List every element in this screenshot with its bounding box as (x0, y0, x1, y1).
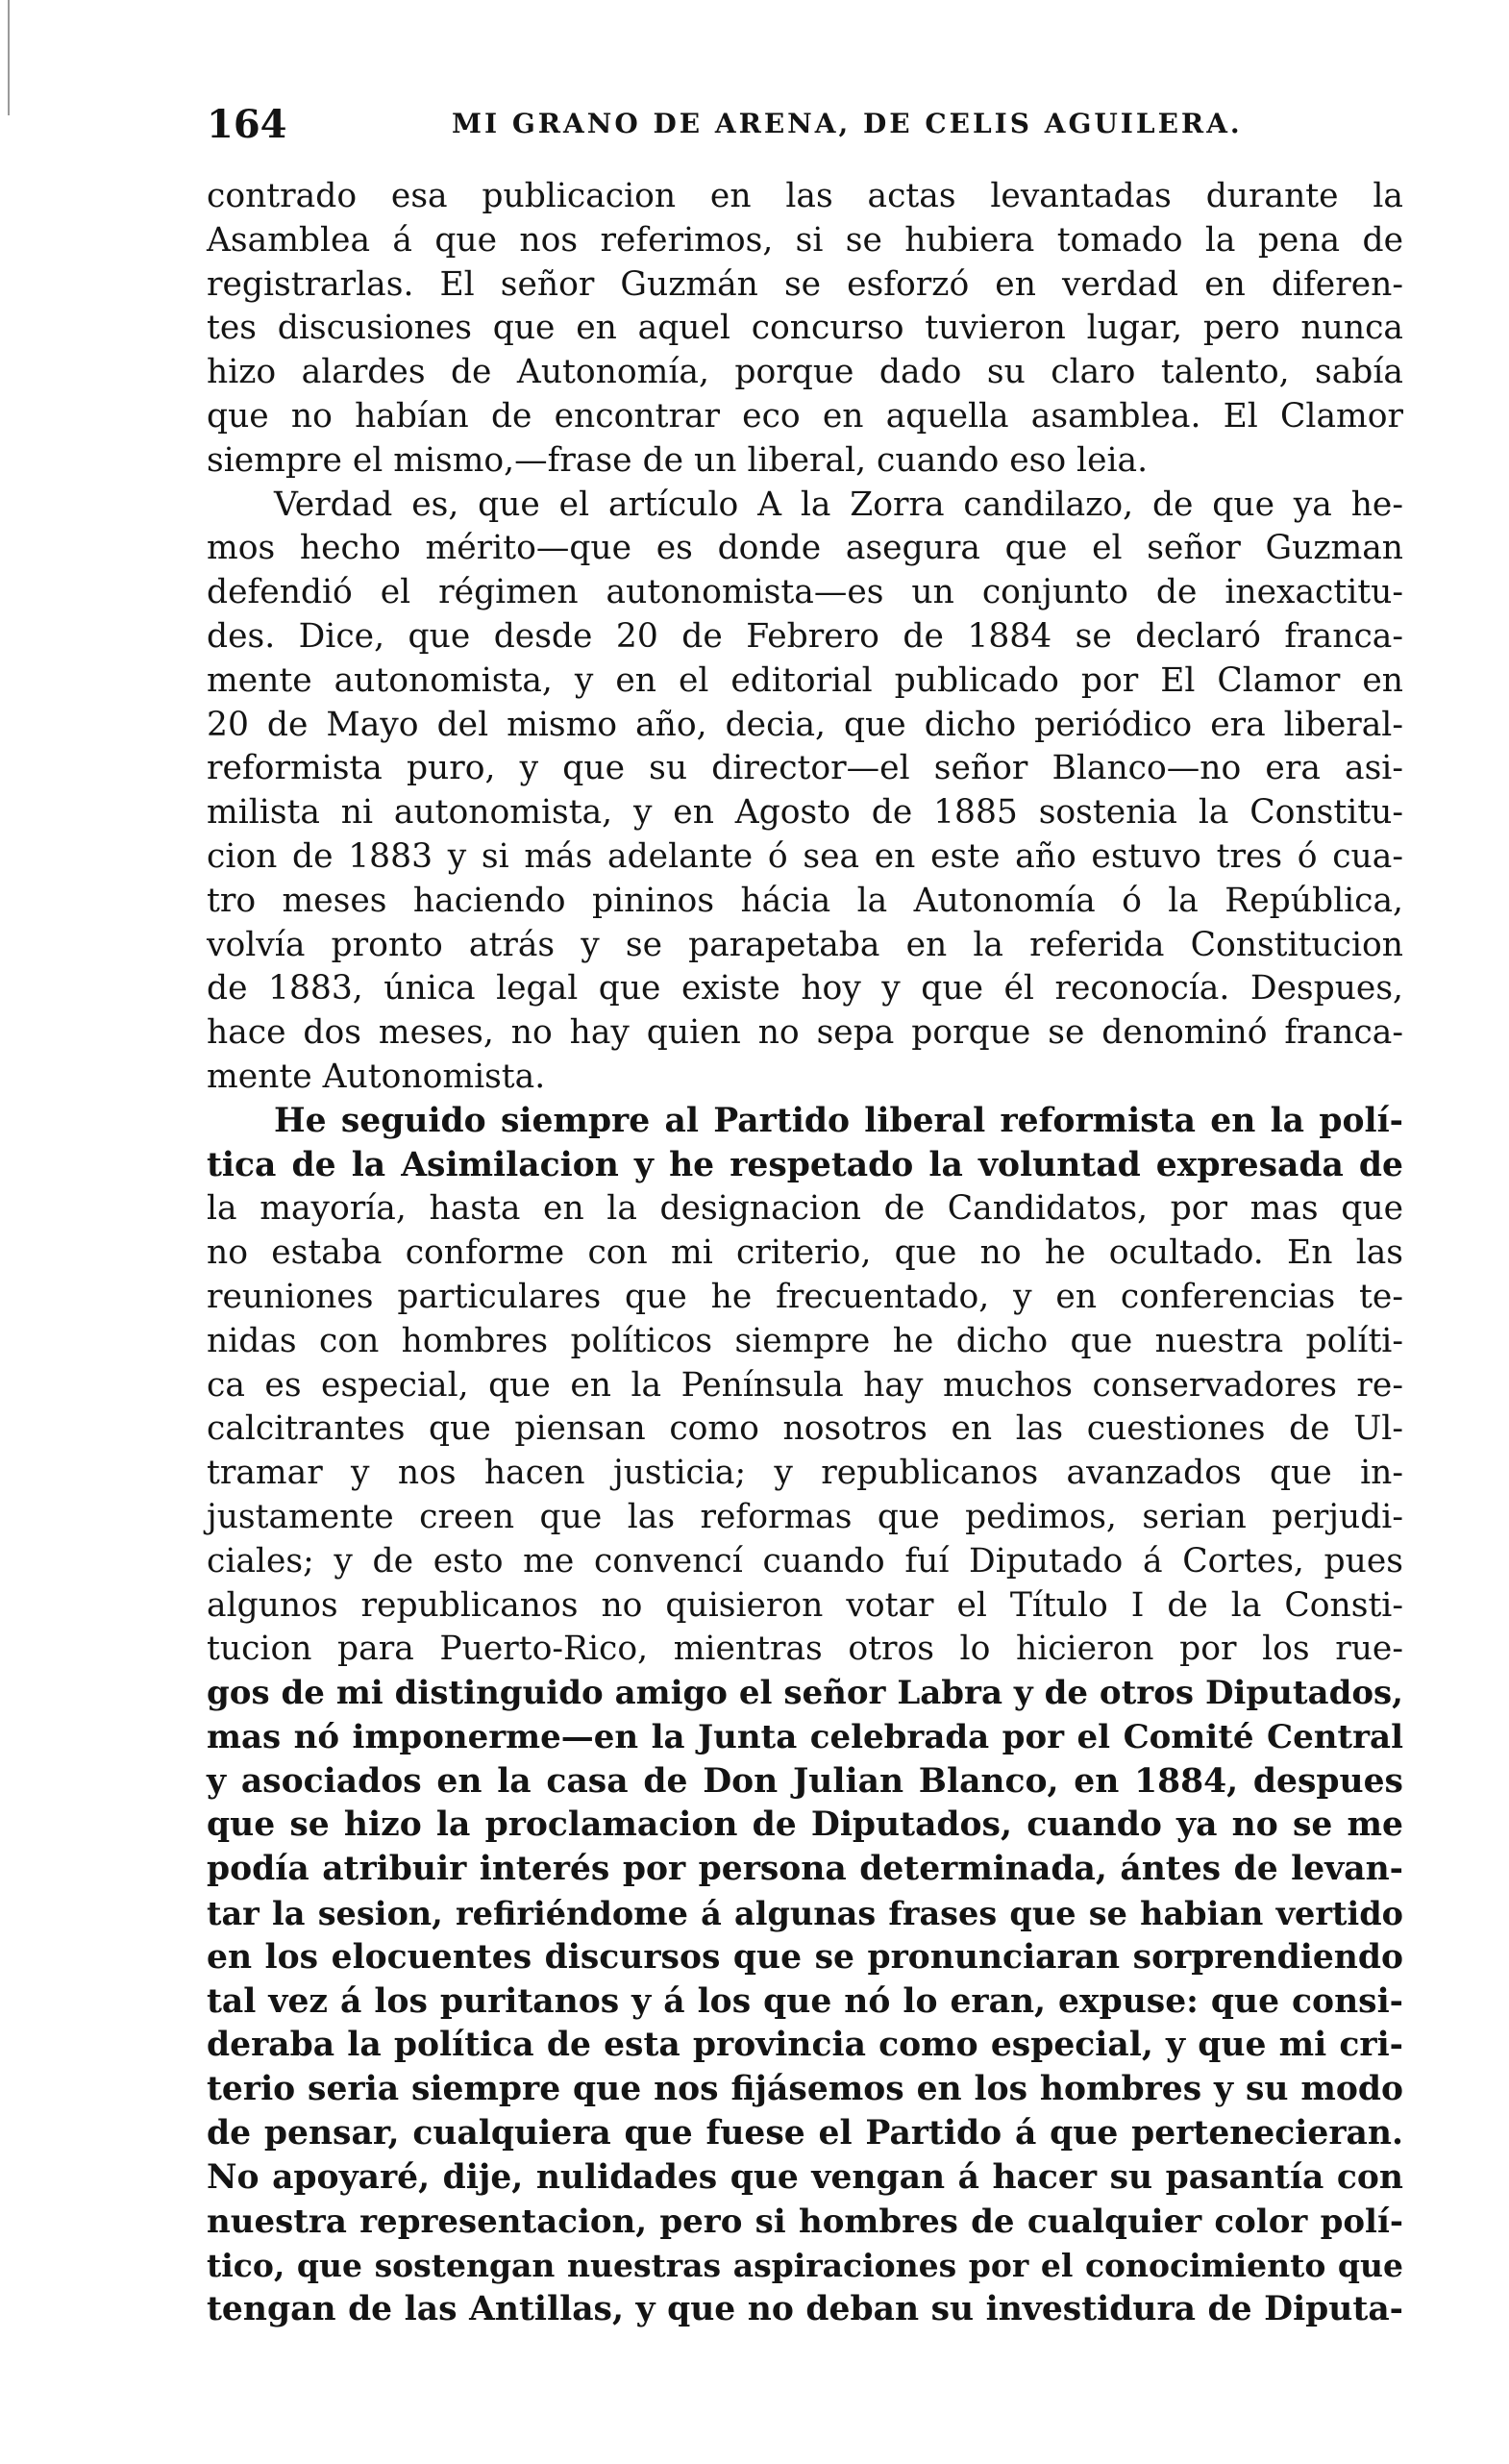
text-line: de 1883, única legal que existe hoy y que él reconocía. Despues, (207, 969, 1403, 1008)
text-line: tica de la Asimilacion y he respetado la voluntad expresada de (207, 1145, 1403, 1184)
text-line: tico, que sostengan nuestras aspiraciones por el conocimiento que (207, 2247, 1403, 2285)
text-line: No apoyaré, dije, nulidades que vengan á hacer su pasantía con (207, 2157, 1403, 2197)
text-line: de pensar, cualquiera que fuese el Partido á que pertenecieran. (207, 2114, 1403, 2153)
text-line: mas nó imponerme—en la Junta celebrada por el Comité Central (207, 1717, 1403, 1756)
text-line: Verdad es, que el artículo A la Zorra candilazo, de que ya he- (274, 485, 1403, 524)
text-line: podía atribuir interés por persona determinada, ántes de levan- (207, 1850, 1403, 1889)
text-line: nidas con hombres políticos siempre he dicho que nuestra políti- (207, 1321, 1403, 1360)
text-line: He seguido siempre al Partido liberal reformista en la polí- (274, 1101, 1403, 1140)
text-line: defendió el régimen autonomista—es un conjunto de inexactitu- (207, 573, 1403, 612)
text-line: tucion para Puerto-Rico, mientras otros lo hicieron por los rue- (207, 1630, 1403, 1669)
text-line: reformista puro, y que su director—el señor Blanco—no era asi- (207, 749, 1403, 788)
text-line: tramar y nos hacen justicia; y republicanos avanzados que in- (207, 1454, 1403, 1493)
text-line: ca es especial, que en la Península hay muchos conservadores re- (207, 1365, 1403, 1405)
running-head (207, 87, 1403, 154)
text-line: algunos republicanos no quisieron votar el Título I de la Consti- (207, 1585, 1403, 1625)
running-title: MI GRANO DE ARENA, DE CELIS AGUILERA. (452, 108, 1243, 139)
text-line: des. Dice, que desde 20 de Febrero de 1884 se declaró franca- (207, 616, 1403, 656)
text-line: hizo alardes de Autonomía, porque dado su claro talento, sabía (207, 353, 1403, 392)
text-line: 20 de Mayo del mismo año, decia, que dicho periódico era liberal- (207, 705, 1403, 744)
body-text (207, 175, 1403, 2332)
text-line: nuestra representacion, pero si hombres de cualquier color polí- (207, 2202, 1403, 2241)
text-line: y asociados en la casa de Don Julian Blanco, en 1884, despues (207, 1761, 1403, 1801)
scan-edge-line (8, 0, 10, 115)
text-line: siempre el mismo,—frase de un liberal, cuando eso leia. (207, 440, 1149, 480)
text-line: no estaba conforme con mi criterio, que no he ocultado. En las (207, 1233, 1403, 1273)
text-line: Asamblea á que nos referimos, si se hubiera tomado la pena de (207, 220, 1403, 260)
text-line: que se hizo la proclamacion de Diputados, cuando ya no se me (207, 1805, 1403, 1845)
text-line: registrarlas. El señor Guzmán se esforzó en verdad en diferen- (207, 264, 1403, 304)
text-line: gos de mi distinguido amigo el señor Labra y de otros Diputados, (207, 1674, 1403, 1713)
text-line: justamente creen que las reformas que pedimos, serian perjudi- (207, 1497, 1403, 1536)
text-line: calcitrantes que piensan como nosotros en las cuestiones de Ul- (207, 1409, 1403, 1449)
text-line: mente Autonomista. (207, 1057, 546, 1096)
text-line: tal vez á los puritanos y á los que nó lo eran, expuse: que consi- (207, 1981, 1403, 2021)
text-line: hace dos meses, no hay quien no sepa porque se denominó franca- (207, 1013, 1403, 1053)
text-line: terio seria siempre que nos fijásemos en los hombres y su modo (207, 2070, 1403, 2109)
text-line: mente autonomista, y en el editorial publicado por El Clamor en (207, 660, 1403, 700)
text-line: tengan de las Antillas, y que no deban su investidura de Diputa- (207, 2290, 1403, 2329)
text-line: contrado esa publicacion en las actas levantadas durante la (207, 177, 1403, 215)
text-line: la mayoría, hasta en la designacion de Candidatos, por mas que (207, 1189, 1403, 1229)
text-line: volvía pronto atrás y se parapetaba en la referida Constitucion (207, 925, 1403, 964)
text-line: tar la sesion, refiriéndome á algunas frases que se habian vertido (207, 1895, 1403, 1933)
text-line: que no habían de encontrar eco en aquella asamblea. El Clamor (207, 396, 1403, 436)
text-line: tes discusiones que en aquel concurso tuvieron lugar, pero nunca (207, 309, 1403, 348)
text-line: reuniones particulares que he frecuentado, y en conferencias te- (207, 1277, 1403, 1316)
text-line: milista ni autonomista, y en Agosto de 1885 sostenia la Constitu- (207, 793, 1403, 833)
text-line: tro meses haciendo pininos hácia la Autonomía ó la República, (207, 881, 1403, 920)
book-page (207, 87, 1403, 2332)
text-line: en los elocuentes discursos que se pronunciaran sorprendiendo (207, 1937, 1403, 1977)
text-line: ciales; y de esto me convencí cuando fuí Diputado á Cortes, pues (207, 1541, 1403, 1580)
text-line: deraba la política de esta provincia como especial, y que mi cri- (207, 2026, 1403, 2065)
page-number: 164 (207, 102, 287, 147)
text-line: cion de 1883 y si más adelante ó sea en este año estuvo tres ó cua- (207, 836, 1403, 876)
text-line: mos hecho mérito—que es donde asegura que el señor Guzman (207, 529, 1403, 568)
